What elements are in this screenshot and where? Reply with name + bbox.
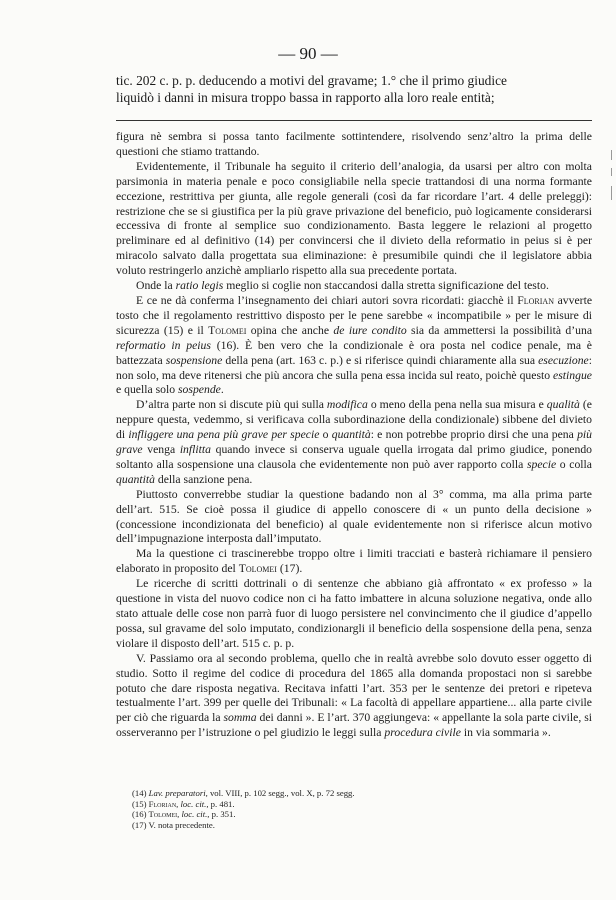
text-run: o colla <box>556 457 592 471</box>
footnote-number: (14) <box>132 788 147 798</box>
text-run: opina che anche <box>246 323 334 337</box>
text-run: sia da ammettersi la possibilità d’una <box>406 323 593 337</box>
paragraph <box>116 547 592 577</box>
text-run: dei danni ». E l’art. 370 aggiungeva: « appellante la sola parte civile, si osserveranno per l’istruzione o pel giudizio le leggi sulla <box>116 711 593 740</box>
text-run: e quella solo <box>116 383 178 397</box>
text-run: . <box>220 383 224 397</box>
text-run: Onde la <box>136 279 176 293</box>
text-run: (16). È ben vero che la condizionale è ora posta nel codice penale, ma è battezzata <box>116 338 592 367</box>
text-run: (e neppure questa, vedemmo, si verificava colla subordinazione della condizionale) sibbene del divieto di <box>116 398 592 442</box>
text-run: E ce ne dà conferma l’insegnamento dei chiari autori sovra ricordati: giacchè il <box>136 293 518 307</box>
text-run: in via sommaria ». <box>460 726 551 740</box>
italic-run: esecuzione <box>538 353 589 367</box>
text-run: Ma la questione ci trascinerebbe troppo oltre i limiti tracciati e basterà richiamare il pensiero elaborato in proposito del <box>116 547 592 576</box>
text-run: quando invece si conserva uguale quella irrogata dal primo giudice, ponendo soltanto alla sospensione una clausola che evidentemente non può aver rapporto colla <box>116 443 593 471</box>
author-name: Tolomei <box>208 323 247 337</box>
italic-run: infliggere una pena più grave per specie <box>128 428 320 442</box>
text-run: della pena (art. 163 c. p.) e si riferisce quindi chiaramente alla sua <box>222 353 539 367</box>
paragraph <box>116 279 592 294</box>
italic-run: de iure condito <box>333 323 407 337</box>
text-run: della sanzione pena. <box>154 472 253 486</box>
text-run: Florian, <box>146 798 181 809</box>
text-run: avverte tosto che il regolamento restrittivo disposto per le pene sarebbe « incompatibile » per le misure di sicurezza (15) e il <box>116 293 593 337</box>
footnote <box>132 809 572 820</box>
author-name: Florian <box>517 293 554 307</box>
scan-mark <box>611 168 612 176</box>
scan-mark <box>611 150 612 160</box>
section-divider <box>116 120 592 121</box>
footnote-number: (16) <box>132 809 147 820</box>
footnotes <box>132 788 572 830</box>
text-run: , p. 481. <box>206 798 235 809</box>
italic-run: più grave <box>116 428 593 457</box>
italic-run: estingue <box>553 368 592 382</box>
italic-run: loc. cit. <box>181 809 208 820</box>
paragraph: Piuttosto converrebbe studiar la questione badando non al 3° comma, ma alla prima parte dell’art. 515. Se cioè possa il giudice di appello conoscere di « un punto della decisione » (concessione incondizionata del beneficio) al quale evidentemente non si riferisce alcun motivo dell’impugnazione interposta dall’imputato. <box>116 487 592 546</box>
text-run: D’altra parte non si discute più qui sulla <box>136 398 327 412</box>
text-run: meglio si coglie non staccandosi dalla stretta significazione del testo. <box>223 279 549 293</box>
italic-run: sospensione <box>165 353 223 367</box>
paragraph: Le ricerche di scritti dottrinali o di sentenze che abbiano già affrontato « ex professo » la questione in vista del nuovo codice non ci ha fatto imbattere in alcuna soluzione negativa, onde allo stato attuale delle cose non parrà fuor di luogo persistere nel convincimento che il giudice d’appello possa, sul gravame del solo imputato, condizionargli il beneficio della sospensione della pena, senza violare il disposto dell’art. 515 c. p. p. <box>116 577 592 650</box>
paragraph <box>116 652 592 741</box>
italic-run: reformatio in peius <box>116 338 211 352</box>
scan-edge-marks <box>608 150 612 210</box>
text-run: o meno della pena nella sua misura e <box>367 398 547 412</box>
paragraph <box>116 398 592 487</box>
text-run: , vol. VIII, p. 102 segg., vol. X, p. 72 segg. <box>205 788 355 798</box>
footnote <box>132 788 572 799</box>
italic-run: sospende <box>178 383 221 397</box>
text-run: o <box>319 428 332 442</box>
text-run: V. nota precedente. <box>146 819 215 830</box>
page-number: — 90 — <box>278 44 338 63</box>
author-name: Tolomei <box>238 562 277 576</box>
paragraph <box>116 294 592 398</box>
footnote <box>132 820 572 831</box>
paragraph: figura nè sembra si possa tanto facilmente sottintendere, risolvendo senz’altro la prima delle questioni che stiamo trattando. <box>116 130 592 158</box>
italic-run: quantità <box>116 472 155 486</box>
text-run: : e non potrebbe proprio dirsi che una pena <box>370 428 578 442</box>
text-run: , p. 351. <box>207 809 236 820</box>
italic-run: specie <box>526 457 557 471</box>
footnote-number: (17) <box>132 819 147 830</box>
text-run: V. Passiamo ora al secondo problema, quello che in realtà avrebbe solo dovuto esser oggetto di studio. Sotto il regime del codice di procedura del 1865 alla domanda propostaci non si sarebbe potuto che dare risposta negativa. Recitava infatti l’art. 353 per le sentenze dei pretori e ripeteva testualmente l’art. 399 per quelle dei Tribunali: « La facoltà di appellare appartiene... alla parte civile per ciò che riguarda la <box>116 651 592 725</box>
italic-run: modifica <box>326 398 368 412</box>
text-run: Tolomei, <box>146 809 182 820</box>
italic-run: qualità <box>546 398 580 412</box>
main-text <box>116 130 592 741</box>
text-run: (17). <box>276 562 303 576</box>
paragraph: Evidentemente, il Tribunale ha seguito il criterio dell’analogia, da usarsi per altro con molta parsimonia in materia penale e poco consigliabile nella specie trattandosi di una norma formante eccezione, restrittiva per giunta, alle regole generali (così da far ricordare l’art. 4 delle preleggi): restrizione che se si giustifica per la più grave privazione del beneficio, può logicamente considerarsi eccessiva di fronte al semplice suo condizionamento. Basta leggere le relazioni al progetto preliminare ed al definitivo (14) per convincersi che il divieto della reformatio in peius si è per miracolo salvato dalla progettata sua eliminazione: è presumibile quindi che il legislatore abbia voluto restringerlo anzichè ampliarlo rispetto alla sua precedente portata. <box>116 159 592 278</box>
italic-run: quantità <box>331 428 371 442</box>
scan-mark <box>611 186 612 200</box>
italic-run: loc. cit. <box>180 798 207 809</box>
italic-run: Lav. preparatori <box>148 788 206 798</box>
continuation-text <box>116 72 591 106</box>
text-run: : non solo, ma deve ritenersi che più ancora che sulla pena essa incida sul reato, poichè questo <box>116 353 592 382</box>
italic-run: procedura civile <box>384 726 461 740</box>
continuation-line: liquidò i danni in misura troppo bassa in rapporto alla loro reale entità; <box>116 90 495 105</box>
italic-run: inflitta <box>179 443 211 457</box>
italic-run: somma <box>223 711 257 725</box>
text-run: venga <box>142 443 180 457</box>
italic-run: ratio legis <box>175 279 224 293</box>
footnote-number: (15) <box>132 798 147 809</box>
footnote <box>132 799 572 810</box>
continuation-line: tic. 202 c. p. p. deducendo a motivi del gravame; 1.° che il primo giudice <box>116 73 507 88</box>
